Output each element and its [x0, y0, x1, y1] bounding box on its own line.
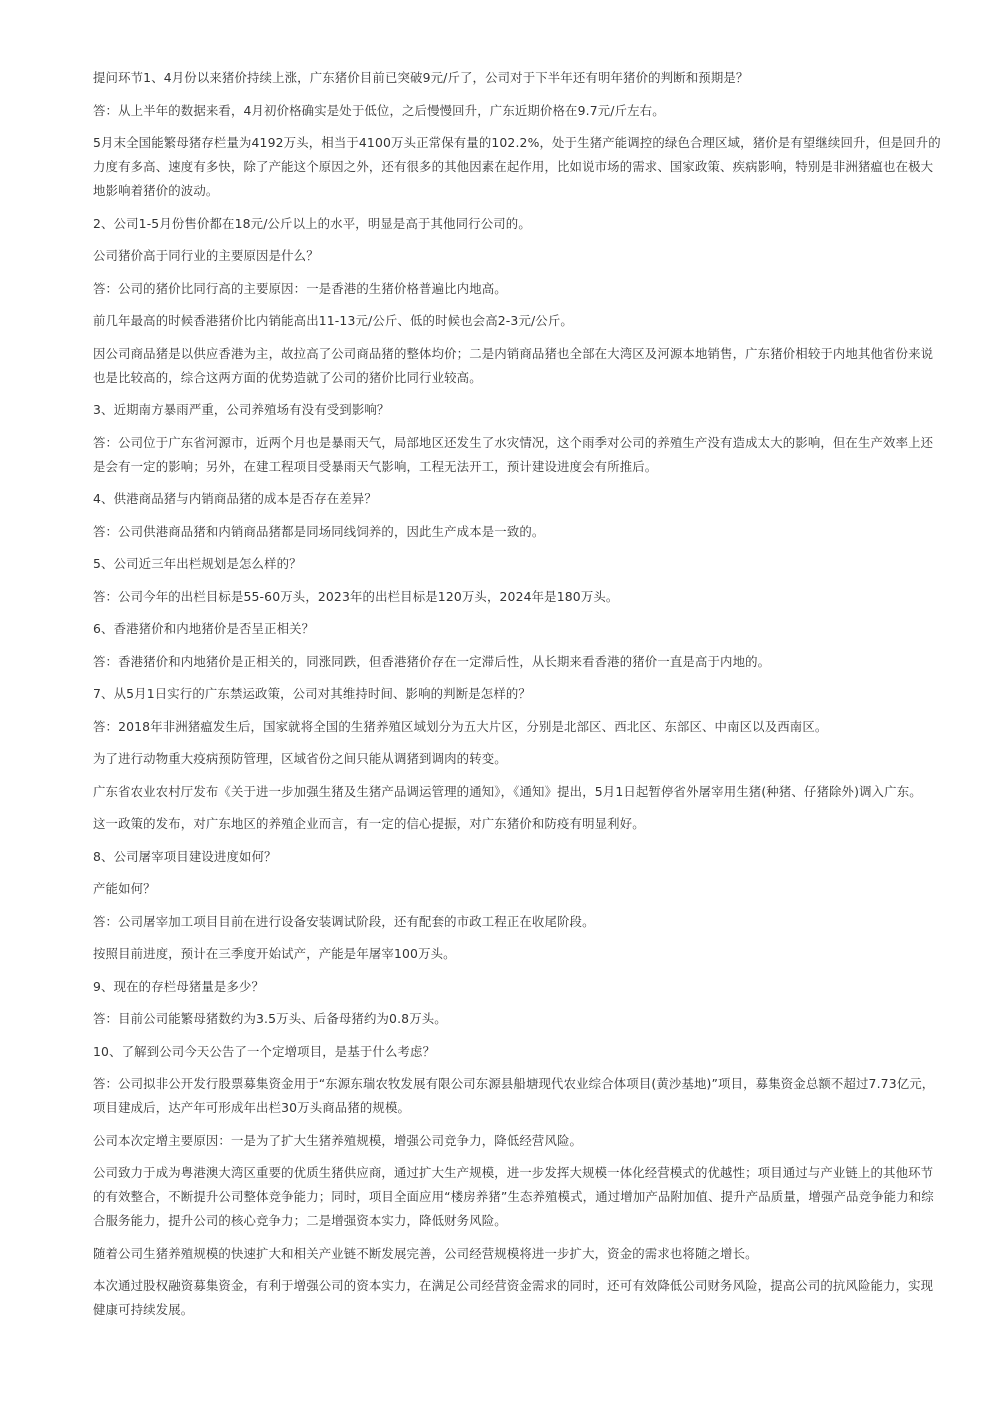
paragraph-a2-reason: 因公司商品猪是以供应香港为主，故拉高了公司商品猪的整体均价；二是内销商品猪也全部在大湾区及河源本地销售，广东猪价相较于内地其他省份来说也是比较高的，综合这两方面的优势造就了公司的猪价比同行业较高。 [93, 345, 934, 385]
paragraph-a2-detail: 前几年最高的时候香港猪价比内销能高出11-13元/公斤、低的时候也会高2-3元/公斤。 [93, 313, 573, 328]
paragraph-a4: 答：公司供港商品猪和内销商品猪都是同场同线饲养的，因此生产成本是一致的。 [93, 523, 545, 539]
paragraph-a8-capacity: 按照目前进度，预计在三季度开始试产，产能是年屠宰100万头。 [93, 946, 456, 961]
paragraph-q10: 10、了解到公司今天公告了一个定增项目，是基于什么考虑？ [93, 1043, 436, 1059]
paragraph-q9: 9、现在的存栏母猪量是多少？ [93, 978, 265, 994]
paragraph-a6: 答：香港猪价和内地猪价是正相关的，同涨同跌，但香港猪价存在一定滞后性，从长期来看香港的猪价一直是高于内地的。 [93, 653, 771, 669]
paragraph-a5: 答：公司今年的出栏目标是55-60万头，2023年的出栏目标是120万头，2024年是180万头。 [93, 588, 619, 604]
paragraph-q4: 4、供港商品猪与内销商品猪的成本是否存在差异？ [93, 491, 377, 506]
paragraph-a9: 答：目前公司能繁母猪数约为3.5万头、后备母猪约为0.8万头。 [93, 1011, 447, 1026]
paragraph-q2: 2、公司1-5月份售价都在18元/公斤以上的水平，明显是高于其他同行公司的。 [93, 215, 531, 231]
paragraph-a7: 答：2018年非洲猪瘟发生后，国家就将全国的生猪养殖区域划分为五大片区，分别是北部区、西北区、东部区、中南区以及西南区。 [93, 718, 828, 734]
paragraph-a10-strategy: 公司致力于成为粤港澳大湾区重要的优质生猪供应商，通过扩大生产规模，进一步发挥大规模一体化经营模式的优越性；项目通过与产业链上的其他环节的有效整合，不断提升公司整体竞争能力；同时，项目全面应用“楼房养猪”生态养殖模式，通过增加产品附加值、提升产品质量，增强产品竞争能力和综合服务能力，提升公司的核心竞争力；二是增强资本实力，降低财务风险。 [93, 1165, 934, 1228]
paragraph-q8-sub: 产能如何？ [93, 881, 156, 896]
paragraph-q6: 6、香港猪价和内地猪价是否呈正相关？ [93, 621, 315, 636]
paragraph-q2-sub: 公司猪价高于同行业的主要原因是什么？ [93, 248, 319, 263]
paragraph-a3: 答：公司位于广东省河源市，近两个月也是暴雨天气，局部地区还发生了水灾情况，这个雨季对公司的养殖生产没有造成太大的影响，但在生产效率上还是会有一定的影响；另外，在建工程项目受暴雨天气影响，工程无法开工，预计建设进度会有所推后。 [93, 434, 934, 474]
paragraph-a7-notice: 广东省农业农村厅发布《关于进一步加强生猪及生猪产品调运管理的通知》，《通知》提出，5月1日起暂停省外屠宰用生猪(种猪、仔猪除外)调入广东。 [93, 783, 922, 799]
paragraph-a7-mgmt: 为了进行动物重大疫病预防管理，区域省份之间只能从调猪到调肉的转变。 [93, 751, 507, 766]
paragraph-a1-detail: 5月末全国能繁母猪存栏量为4192万头，相当于4100万头正常保有量的102.2%，处于生猪产能调控的绿色合理区域，猪价是有望继续回升，但是回升的力度有多高、速度有多快，除了产能这个原因之外，还有很多的其他因素在起作用，比如说市场的需求、国家政策、疾病影响，特别是非洲猪瘟也在极大地影响着猪价的波动。 [93, 135, 941, 198]
paragraph-q3: 3、近期南方暴雨严重，公司养殖场有没有受到影响？ [93, 402, 390, 417]
paragraph-a10-growth: 随着公司生猪养殖规模的快速扩大和相关产业链不断发展完善，公司经营规模将进一步扩大，资金的需求也将随之增长。 [93, 1245, 758, 1261]
paragraph-a1: 答：从上半年的数据来看，4月初价格确实是处于低位，之后慢慢回升，广东近期价格在9.7元/斤左右。 [93, 102, 665, 118]
paragraph-a10: 答：公司拟非公开发行股票募集资金用于“东源东瑞农牧发展有限公司东源县船塘现代农业综合体项目(黄沙基地)”项目，募集资金总额不超过7.73亿元，项目建成后，达产年可形成年出栏30万头商品猪的规模。 [93, 1076, 935, 1115]
paragraph-a10-financing: 本次通过股权融资募集资金，有利于增强公司的资本实力，在满足公司经营资金需求的同时，还可有效降低公司财务风险，提高公司的抗风险能力，实现健康可持续发展。 [93, 1278, 934, 1317]
paragraph-q7: 7、从5月1日实行的广东禁运政策，公司对其维持时间、影响的判断是怎样的？ [93, 686, 531, 701]
paragraph-q8: 8、公司屠宰项目建设进度如何？ [93, 848, 277, 864]
paragraph-a7-effect: 这一政策的发布，对广东地区的养殖企业而言，有一定的信心提振，对广东猪价和防疫有明显利好。 [93, 816, 645, 831]
paragraph-q5: 5、公司近三年出栏规划是怎么样的？ [93, 556, 302, 571]
paragraph-a10-reason: 公司本次定增主要原因：一是为了扩大生猪养殖规模，增强公司竞争力，降低经营风险。 [93, 1132, 583, 1148]
paragraph-a8: 答：公司屠宰加工项目目前在进行设备安装调试阶段，还有配套的市政工程正在收尾阶段。 [93, 913, 595, 929]
document-body [93, 66, 945, 1331]
paragraph-q1: 提问环节1、4月份以来猪价持续上涨，广东猪价目前已突破9元/斤了，公司对于下半年还有明年猪价的判断和预期是？ [93, 70, 749, 85]
paragraph-a2: 答：公司的猪价比同行高的主要原因：一是香港的生猪价格普遍比内地高。 [93, 280, 507, 296]
